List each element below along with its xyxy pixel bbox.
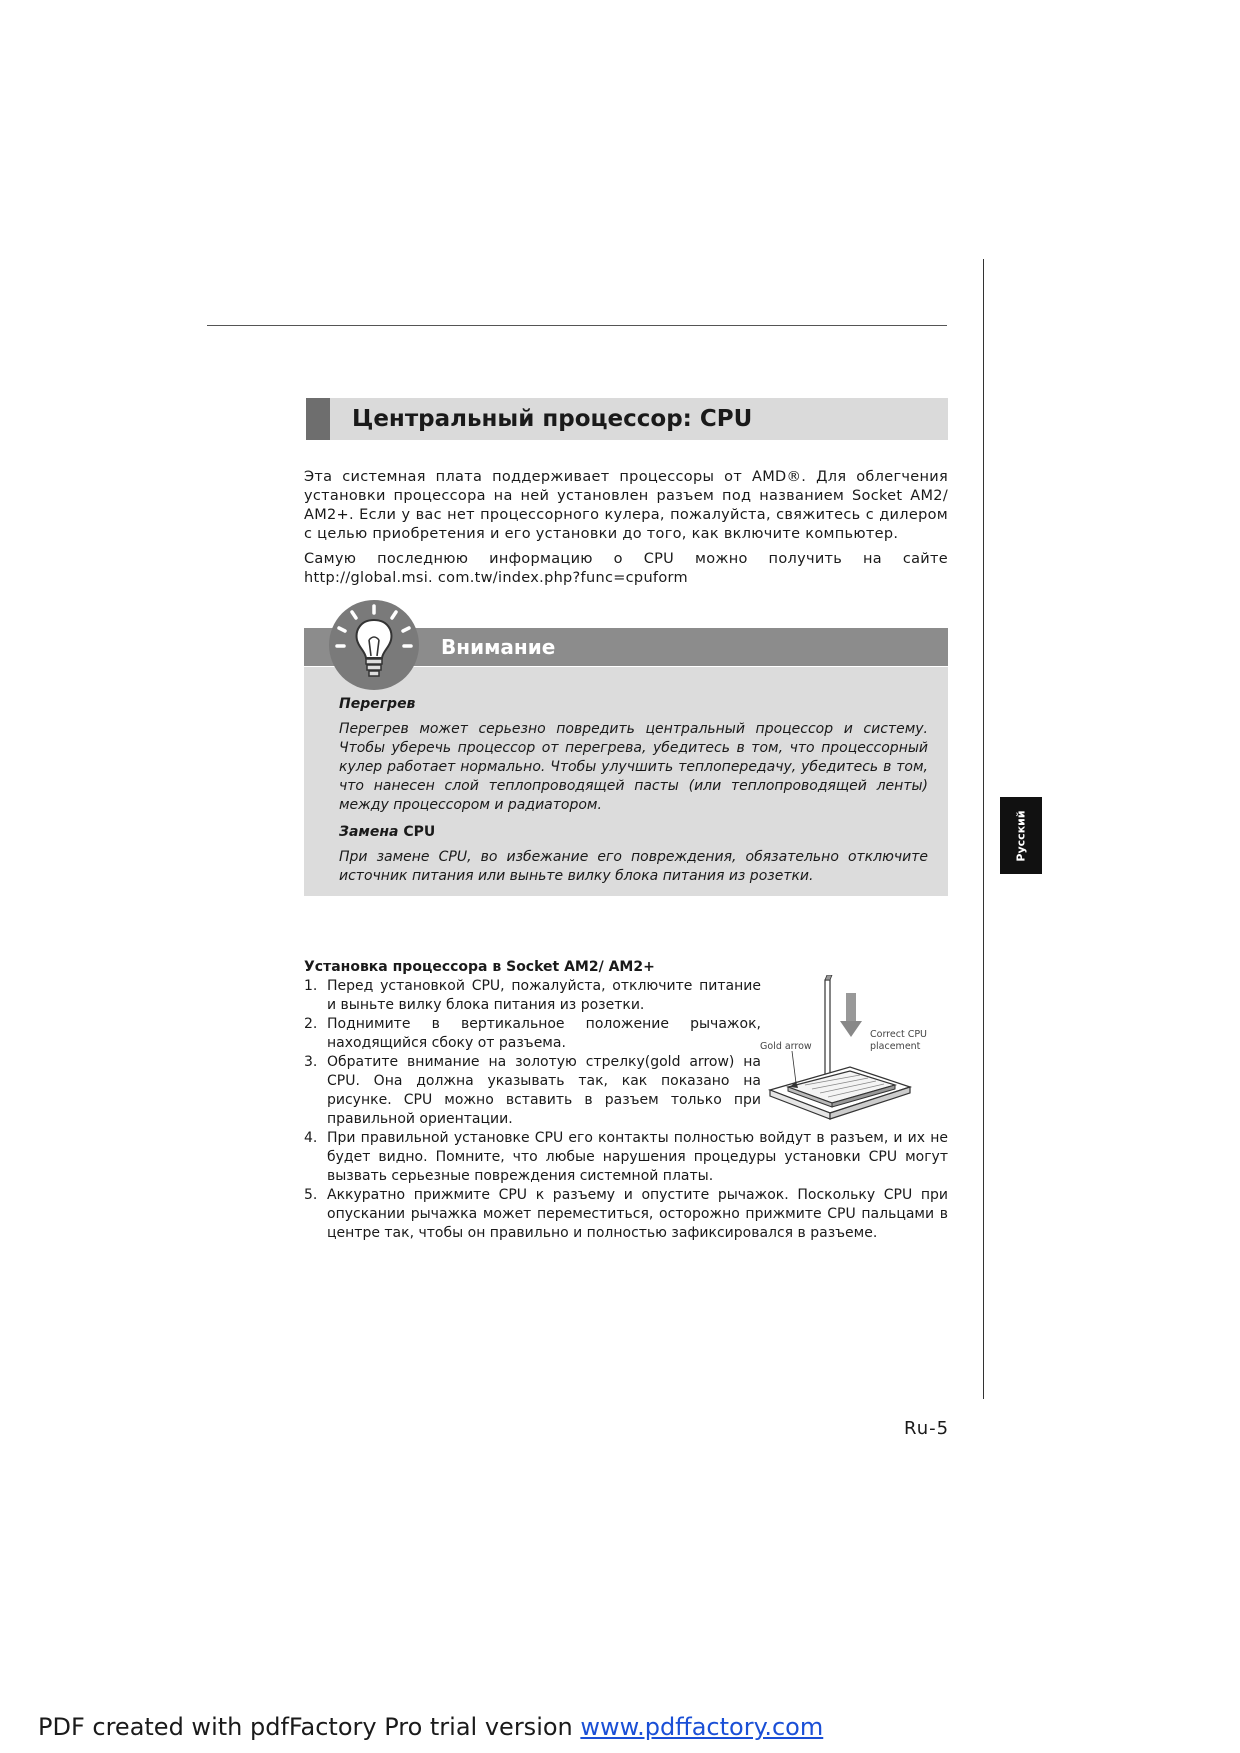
overheat-text: Перегрев может серьезно повредить центральный процессор и систему. Чтобы уберечь процессор от перегрева, убедитесь в том, что процессорный кулер работает нормально. Чтобы улучшить теплопередачу, убедитесь в том, что нанесен слой теплопроводящей пасты (или теплопроводящей ленты) между процессором и радиатором. [339,721,928,813]
footer-link[interactable]: www.pdffactory.com [580,1713,824,1741]
intro-paragraph-1: Эта системная плата поддерживает процессоры от AMD®. Для облегчения установки процессора на ней установлен разъем под названием Socket AM2/ AM2+. Если у вас нет процессорного кулера, пожалуйста, свяжитесь с дилером с целью приобретения и его установки до того, как включите компьютер. [304,469,948,542]
warning-title: Внимание [441,635,556,659]
step-text: Обратите внимание на золотую стрелку(gold arrow) на CPU. Она должна указывать так, как показано на рисунке. CPU можно вставить в разъем только при правильной ориентации. [327,1054,761,1127]
language-tab [1000,797,1042,874]
step-text: Перед установкой CPU, пожалуйста, отключите питание и выньте вилку блока питания из розетки. [327,978,761,1013]
correct-placement-label-2: placement [870,1041,921,1052]
cpu-placement-diagram [760,975,960,1125]
arrow-shaft [846,993,856,1021]
replace-heading [339,823,928,842]
step-text: Поднимите в вертикальное положение рычажок, находящийся сбоку от разъема. [327,1016,761,1051]
step-number: 3. [304,1054,318,1070]
step-number: 5. [304,1187,318,1203]
pdf-footer [38,1713,823,1741]
language-tab-label: Русский [1014,809,1028,862]
overheat-heading: Перегрев [339,696,416,712]
replace-text: При замене CPU, во избежание его повреждения, обязательно отключите источник питания или выньте вилку блока питания из розетки. [339,849,928,884]
side-divider [983,259,984,1399]
section-title: Центральный процессор: CPU [352,406,753,432]
step-number: 2. [304,1016,318,1032]
page-number: Ru-5 [904,1418,950,1439]
warning-content [339,695,928,894]
step-number: 1. [304,978,318,994]
replace-heading-suffix: CPU [403,824,436,840]
correct-placement-label-1: Correct CPU [870,1029,928,1040]
replace-heading-prefix: Замена [339,824,399,840]
top-divider [207,325,947,326]
gold-arrow-label: Gold arrow [760,1041,812,1052]
footer-text: PDF created with pdfFactory Pro trial version [38,1713,581,1741]
step-text: При правильной установке CPU его контакты полностью войдут в разъем, и их не будет видно. Помните, что любые нарушения процедуры установки CPU могут вызвать серьезные повреждения системной платы. [327,1130,948,1184]
intro-paragraph-2: Самую последнюю информацию о CPU можно получить на сайте http://global.msi. com.tw/index.php?func=cpuform [304,551,948,586]
step-text: Аккуратно прижмите CPU к разъему и опустите рычажок. Поскольку CPU при опускании рычажка может переместиться, осторожно прижмите CPU пальцами в центре так, чтобы он правильно и полностью зафиксировался в разъеме. [327,1187,948,1241]
step-number: 4. [304,1130,318,1146]
lightbulb-icon [327,598,421,692]
socket-lever [825,980,830,1075]
install-title: Установка процессора в Socket AM2/ AM2+ [304,959,655,975]
down-arrow-icon [840,1021,862,1037]
section-heading-accent [306,398,330,440]
